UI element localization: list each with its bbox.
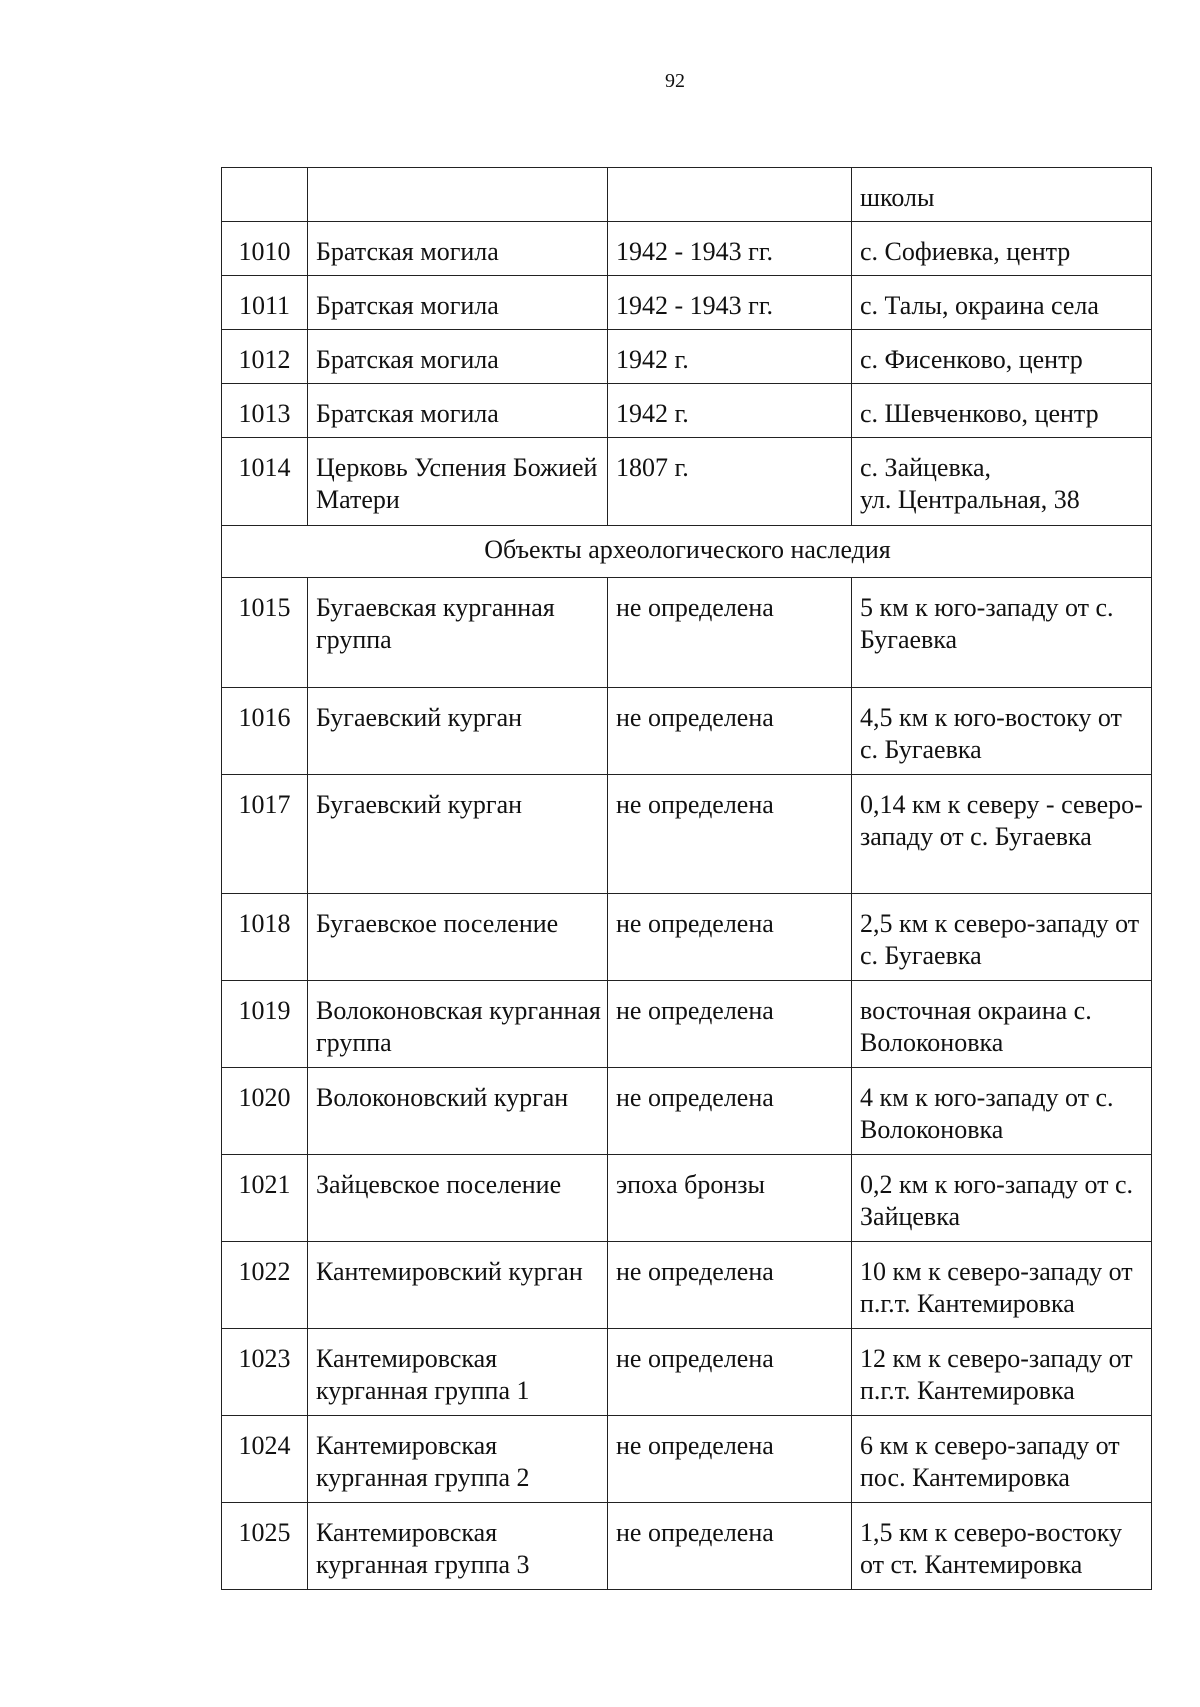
cell-number: 1017 <box>222 775 308 894</box>
cell-number: 1022 <box>222 1242 308 1329</box>
table-row <box>222 894 1152 981</box>
cell-location: с. Шевченково, центр <box>852 384 1152 438</box>
cell-number: 1018 <box>222 894 308 981</box>
cell-number <box>222 168 308 222</box>
cell-date: не определена <box>608 578 852 688</box>
cell-date <box>608 168 852 222</box>
cell-number: 1021 <box>222 1155 308 1242</box>
cell-number: 1010 <box>222 222 308 276</box>
cell-location: 0,2 км к юго-западу от с. Зайцевка <box>852 1155 1152 1242</box>
cell-date: 1807 г. <box>608 438 852 526</box>
cell-number: 1016 <box>222 688 308 775</box>
cell-location: восточная окраина с. Волоконовка <box>852 981 1152 1068</box>
cell-name: Бугаевский курган <box>308 688 608 775</box>
cell-number: 1024 <box>222 1416 308 1503</box>
cell-location: с. Фисенково, центр <box>852 330 1152 384</box>
cell-date: 1942 г. <box>608 384 852 438</box>
cell-location: 4,5 км к юго-востоку от с. Бугаевка <box>852 688 1152 775</box>
cell-date: не определена <box>608 981 852 1068</box>
cell-number: 1019 <box>222 981 308 1068</box>
cell-date: не определена <box>608 1416 852 1503</box>
cell-name: Братская могила <box>308 222 608 276</box>
cell-date: не определена <box>608 688 852 775</box>
table-row <box>222 438 1152 526</box>
cell-date: 1942 г. <box>608 330 852 384</box>
cell-name: Волоконовский курган <box>308 1068 608 1155</box>
cell-name: Братская могила <box>308 276 608 330</box>
cell-name: Бугаевская курганная группа <box>308 578 608 688</box>
cell-name: Кантемировская курганная группа 2 <box>308 1416 608 1503</box>
cell-location: 5 км к юго-западу от с. Бугаевка <box>852 578 1152 688</box>
table-row <box>222 1155 1152 1242</box>
table-row <box>222 981 1152 1068</box>
cell-number: 1015 <box>222 578 308 688</box>
cell-location: 6 км к северо-западу от пос. Кантемировка <box>852 1416 1152 1503</box>
cell-number: 1013 <box>222 384 308 438</box>
cell-name: Бугаевское поселение <box>308 894 608 981</box>
cell-location: с. Талы, окраина села <box>852 276 1152 330</box>
cell-location: 0,14 км к северу - северо-западу от с. Бугаевка <box>852 775 1152 894</box>
table-row <box>222 1503 1152 1590</box>
cell-location: с. Зайцевка, ул. Центральная, 38 <box>852 438 1152 526</box>
cell-date: не определена <box>608 894 852 981</box>
cell-number: 1020 <box>222 1068 308 1155</box>
cell-location: 12 км к северо-западу от п.г.т. Кантемировка <box>852 1329 1152 1416</box>
cell-name: Братская могила <box>308 384 608 438</box>
cell-date: не определена <box>608 1068 852 1155</box>
cell-name: Братская могила <box>308 330 608 384</box>
cell-name: Кантемировская курганная группа 1 <box>308 1329 608 1416</box>
cell-date: не определена <box>608 1503 852 1590</box>
section-heading: Объекты археологического наследия <box>222 526 1152 578</box>
cell-number: 1025 <box>222 1503 308 1590</box>
table-row <box>222 578 1152 688</box>
cell-number: 1014 <box>222 438 308 526</box>
table-row <box>222 1242 1152 1329</box>
cell-location: 10 км к северо-западу от п.г.т. Кантемировка <box>852 1242 1152 1329</box>
section-row <box>222 526 1152 578</box>
cell-number: 1011 <box>222 276 308 330</box>
cell-name: Бугаевский курган <box>308 775 608 894</box>
cell-name: Кантемировский курган <box>308 1242 608 1329</box>
table-body <box>222 168 1152 1590</box>
cell-location: 1,5 км к северо-востоку от ст. Кантемировка <box>852 1503 1152 1590</box>
table-row <box>222 168 1152 222</box>
cell-date: не определена <box>608 1242 852 1329</box>
cell-name: Церковь Успения Божией Матери <box>308 438 608 526</box>
cell-date: 1942 - 1943 гг. <box>608 276 852 330</box>
table-row <box>222 688 1152 775</box>
heritage-objects-table <box>221 167 1152 1590</box>
table-row <box>222 330 1152 384</box>
table-row <box>222 1329 1152 1416</box>
cell-name: Кантемировская курганная группа 3 <box>308 1503 608 1590</box>
cell-date: 1942 - 1943 гг. <box>608 222 852 276</box>
table-row <box>222 384 1152 438</box>
cell-name <box>308 168 608 222</box>
table-row <box>222 222 1152 276</box>
cell-name: Волоконовская курганная группа <box>308 981 608 1068</box>
cell-date: не определена <box>608 775 852 894</box>
cell-number: 1023 <box>222 1329 308 1416</box>
cell-location: 2,5 км к северо-западу от с. Бугаевка <box>852 894 1152 981</box>
page-number: 92 <box>665 70 685 92</box>
cell-location: школы <box>852 168 1152 222</box>
cell-location: 4 км к юго-западу от с. Волоконовка <box>852 1068 1152 1155</box>
table-row <box>222 276 1152 330</box>
cell-date: эпоха бронзы <box>608 1155 852 1242</box>
table-row <box>222 1068 1152 1155</box>
cell-date: не определена <box>608 1329 852 1416</box>
cell-location: с. Софиевка, центр <box>852 222 1152 276</box>
cell-number: 1012 <box>222 330 308 384</box>
table-row <box>222 775 1152 894</box>
table-row <box>222 1416 1152 1503</box>
cell-name: Зайцевское поселение <box>308 1155 608 1242</box>
